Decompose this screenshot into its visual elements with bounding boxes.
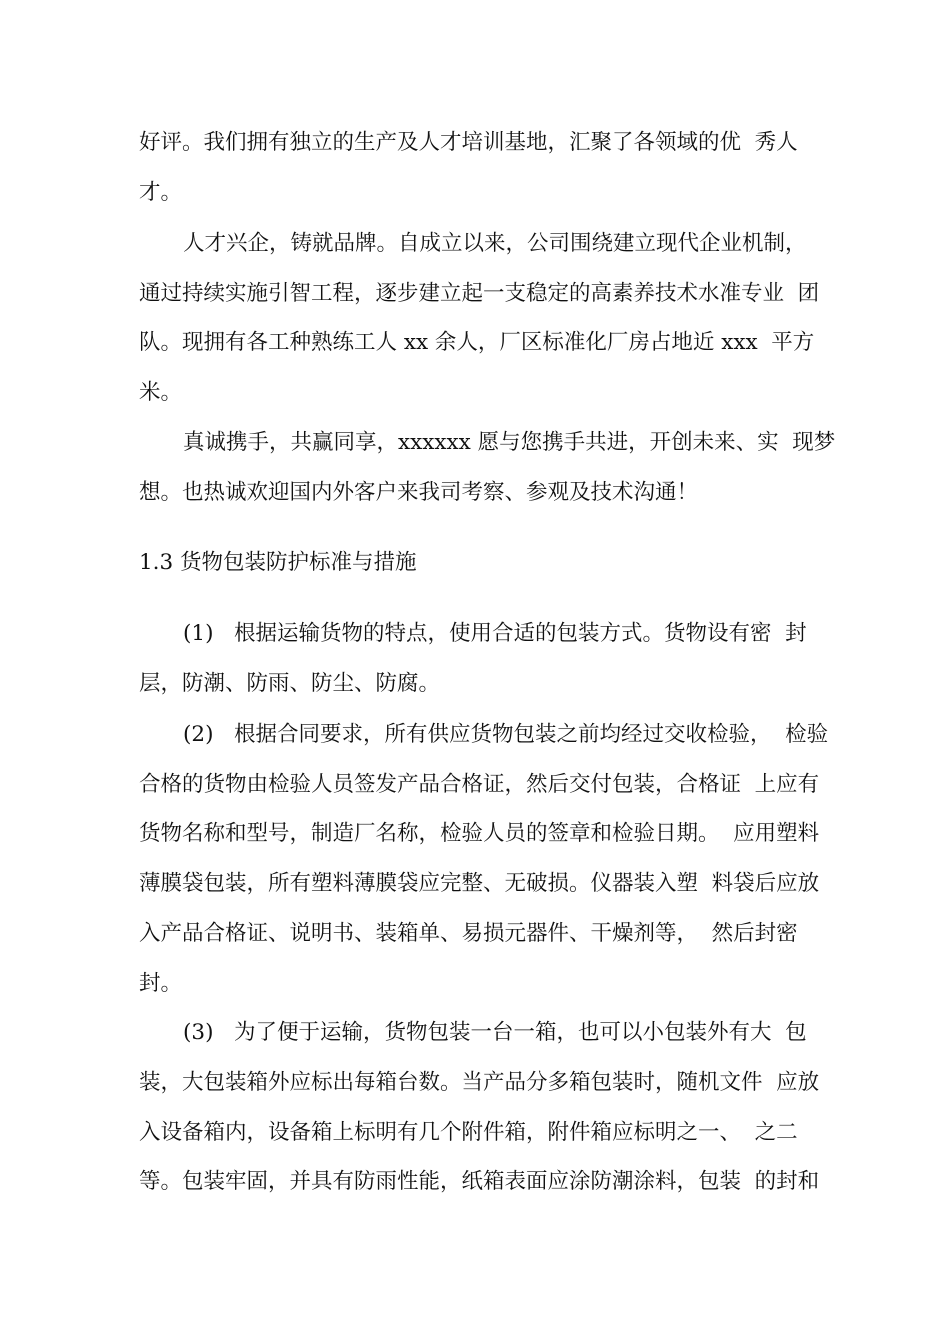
paragraph-3-line-2: 想。也热诚欢迎国内外客户来我司考察、参观及技术沟通！ [139, 480, 699, 505]
item-2-line-6: 封。 [139, 971, 183, 996]
paragraph-3-line-1: 真诚携手，共赢同享，xxxxxx 愿与您携手共进，开创未来、实 现梦 [183, 430, 836, 455]
item-2-line-5: 入产品合格证、说明书、装箱单、易损元器件、干燥剂等， 然后封密 [139, 921, 798, 946]
item-2-line-3: 货物名称和型号，制造厂名称，检验人员的签章和检验日期。 应用塑料 [139, 821, 820, 846]
item-3-line-4: 等。包装牢固，并具有防雨性能，纸箱表面应涂防潮涂料，包装 的封和 [139, 1169, 820, 1194]
section-heading: 1.3 货物包装防护标准与措施 [139, 550, 417, 575]
paragraph-2-line-4: 米。 [139, 380, 183, 405]
paragraph-2-line-2: 通过持续实施引智工程，逐步建立起一支稳定的高素养技术水准专业 团 [139, 281, 820, 306]
item-3-line-2: 装，大包装箱外应标出每箱台数。当产品分多箱包装时，随机文件 应放 [139, 1070, 820, 1095]
item-1-line-1: (1) 根据运输货物的特点，使用合适的包装方式。货物设有密 封 [183, 621, 807, 646]
paragraph-1-line-2: 才。 [139, 180, 183, 205]
item-3-line-3: 入设备箱内，设备箱上标明有几个附件箱，附件箱应标明之一、 之二 [139, 1120, 798, 1145]
paragraph-2-line-1: 人才兴企，铸就品牌。自成立以来，公司围绕建立现代企业机制， [183, 231, 807, 256]
item-2-line-1: (2) 根据合同要求，所有供应货物包装之前均经过交收检验， 检验 [183, 722, 829, 747]
item-3-line-1: (3) 为了便于运输，货物包装一台一箱，也可以小包装外有大 包 [183, 1020, 807, 1045]
paragraph-1-line-1: 好评。我们拥有独立的生产及人才培训基地，汇聚了各领域的优 秀人 [139, 130, 798, 155]
item-1-line-2: 层，防潮、防雨、防尘、防腐。 [139, 671, 441, 696]
paragraph-2-line-3: 队。现拥有各工种熟练工人 xx 余人，厂区标准化厂房占地近 xxx 平方 [139, 330, 815, 355]
item-2-line-2: 合格的货物由检验人员签发产品合格证，然后交付包装，合格证 上应有 [139, 772, 820, 797]
item-2-line-4: 薄膜袋包装，所有塑料薄膜袋应完整、无破损。仪器装入塑 料袋后应放 [139, 871, 820, 896]
